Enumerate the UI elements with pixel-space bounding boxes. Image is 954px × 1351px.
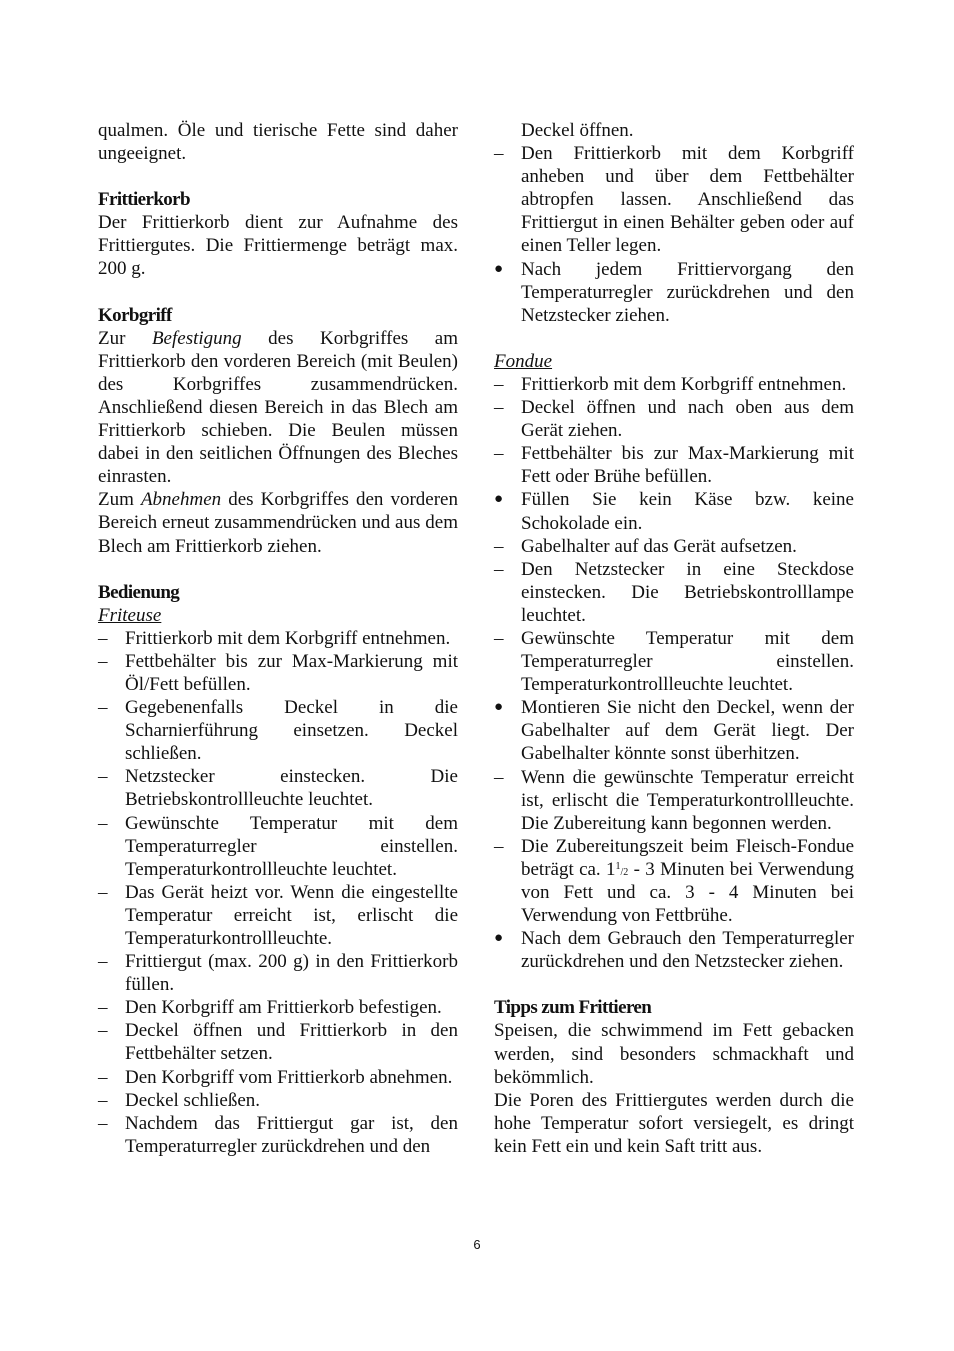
list-item: – Frittierkorb mit dem Korbgriff entnehmen.	[494, 373, 847, 395]
list-item: – Den Frittierkorb mit dem Korbgriff anheben und über dem Fettbehälter abtropfen lassen. Anschließend das Frittiergut in einen Behälter geben oder auf einen Teller legen.	[494, 143, 854, 257]
list-item: – Netzstecker einstecken. Die Betriebskontrollleuchte leuchtet.	[98, 766, 458, 811]
dash-marker: –	[98, 1066, 108, 1088]
list-item: – Gewünschte Temperatur mit dem Temperaturregler einstellen. Temperaturkontrollleuchte leuchtet.	[98, 812, 458, 880]
list-item: – Fettbehälter bis zur Max-Markierung mit Fett oder Brühe befüllen.	[494, 443, 854, 488]
friteuse-steps-list	[98, 627, 458, 1158]
dash-marker: –	[494, 443, 504, 465]
list-item: – Frittiergut (max. 200 g) in den Frittierkorb füllen.	[98, 951, 458, 996]
dash-marker: –	[98, 1020, 108, 1042]
list-item: – Wenn die gewünschte Temperatur erreicht ist, erlischt die Temperaturkontrollleuchte. Die Zubereitung kann begonnen werden.	[494, 766, 854, 834]
list-item: – Gegebenenfalls Deckel in die Scharnierführung einsetzen. Deckel schließen.	[98, 697, 458, 765]
list-item-continued: Deckel öffnen.	[521, 120, 634, 141]
list-item-zubereitungszeit: – Die Zubereitungszeit beim Fleisch-Fondue beträgt ca. $1^1/2 - 3$ Minuten bei Verwendung von Fett und ca. 3 - 4 Minuten bei Verwendung von Fettbrühe.	[494, 835, 854, 927]
page-number: 6	[473, 1237, 481, 1252]
korbgriff-paragraph-1: Zur Befestigung des Korbgriffes am Frittierkorb den vorderen Bereich (mit Beulen) des Korbgriffes zusammendrücken. Anschließend diesen Bereich in das Blech am Frittierkorb schieben. Die Beulen müssen dabei in den seitlichen Öffnungen des Bleches einrasten.	[98, 327, 458, 488]
dash-marker: –	[494, 558, 504, 580]
right-column	[494, 119, 854, 1158]
list-item: ● Montieren Sie nicht den Deckel, wenn der Gabelhalter auf dem Gerät liegt. Der Gabelhalter könnte sonst überhitzen.	[494, 697, 854, 765]
bullet-marker: ●	[494, 930, 504, 947]
left-column	[98, 119, 458, 1158]
list-item: ● Nach jedem Frittiervorgang den Temperaturregler zurückdrehen und den Netzstecker ziehen.	[494, 258, 854, 326]
dash-marker: –	[98, 627, 108, 649]
dash-marker: –	[98, 1112, 108, 1134]
list-item: – Deckel schließen.	[98, 1089, 261, 1111]
dash-marker: –	[494, 835, 504, 857]
frittierkorb-heading: Frittierkorb	[98, 189, 190, 211]
dash-marker: –	[494, 397, 504, 419]
list-item: – Nachdem das Frittiergut gar ist, den Temperaturregler zurückdrehen und den	[98, 1112, 458, 1157]
dash-marker: –	[98, 812, 108, 834]
frittierkorb-text: Der Frittierkorb dient zur Aufnahme des Frittiergutes. Die Frittiermenge beträgt max. 200 g.	[98, 212, 458, 280]
fraction-denominator: /2	[620, 866, 629, 878]
dash-marker: –	[98, 881, 108, 903]
list-item: ● Nach dem Gebrauch den Temperaturregler zurückdrehen und den Netzstecker ziehen.	[494, 928, 854, 973]
friteuse-subheading: Friteuse	[98, 604, 162, 626]
dash-marker: –	[494, 766, 504, 788]
list-item: – Fettbehälter bis zur Max-Markierung mit Öl/Fett befüllen.	[98, 650, 458, 695]
dash-marker: –	[98, 951, 108, 973]
intro-text: qualmen. Öle und tierische Fette sind daher ungeeignet.	[98, 120, 458, 165]
dash-marker: –	[98, 1089, 108, 1111]
bullet-marker: ●	[494, 699, 504, 716]
dash-marker: –	[494, 627, 504, 649]
list-item: – Deckel öffnen und Frittierkorb in den Fettbehälter setzen.	[98, 1020, 458, 1065]
list-item: – Das Gerät heizt vor. Wenn die eingestellte Temperatur erreicht ist, erlischt die Temperaturkontrollleuchte.	[98, 881, 458, 949]
korbgriff-paragraph-2: Zum Abnehmen des Korbgriffes den vorderen Bereich erneut zusammendrücken und aus dem Blech am Frittierkorb ziehen.	[98, 489, 458, 557]
dash-marker: –	[98, 650, 108, 672]
dash-marker: –	[494, 373, 504, 395]
dash-marker: –	[494, 143, 504, 165]
list-item: – Frittierkorb mit dem Korbgriff entnehmen.	[98, 627, 451, 649]
abnehmen-emphasis: Abnehmen	[140, 489, 222, 511]
bullet-marker: ●	[494, 260, 504, 277]
bedienung-heading: Bedienung	[98, 581, 180, 603]
fondue-steps-list	[494, 373, 854, 973]
tipps-heading: Tipps zum Frittieren	[494, 997, 652, 1019]
list-item: – Gabelhalter auf das Gerät aufsetzen.	[494, 535, 797, 557]
list-item: – Den Korbgriff am Frittierkorb befestigen.	[98, 997, 442, 1019]
dash-marker: –	[98, 697, 108, 719]
tipps-paragraph-2: Die Poren des Frittiergutes werden durch die hohe Temperatur sofort versiegelt, es dringt kein Fett ein und kein Saft tritt aus.	[494, 1089, 854, 1157]
list-item: – Deckel öffnen und nach oben aus dem Gerät ziehen.	[494, 397, 854, 442]
befestigung-emphasis: Befestigung	[151, 327, 242, 349]
fondue-subheading: Fondue	[494, 350, 553, 372]
list-item: – Den Korbgriff vom Frittierkorb abnehmen.	[98, 1066, 453, 1088]
dash-marker: –	[98, 766, 108, 788]
korbgriff-heading: Korbgriff	[98, 304, 172, 326]
list-item: – Den Netzstecker in eine Steckdose einstecken. Die Betriebskontrolllampe leuchtet.	[494, 558, 854, 626]
fraction-numerator: 1	[615, 860, 621, 872]
list-item: ● Füllen Sie kein Käse bzw. keine Schokolade ein.	[494, 489, 854, 534]
dash-marker: –	[494, 535, 504, 557]
tipps-paragraph-1: Speisen, die schwimmend im Fett gebacken werden, sind besonders schmackhaft und bekömmlich.	[494, 1020, 854, 1088]
list-item: – Gewünschte Temperatur mit dem Temperaturregler einstellen. Temperaturkontrollleuchte leuchtet.	[494, 627, 854, 696]
dash-marker: –	[98, 997, 108, 1019]
bullet-marker: ●	[494, 491, 504, 508]
